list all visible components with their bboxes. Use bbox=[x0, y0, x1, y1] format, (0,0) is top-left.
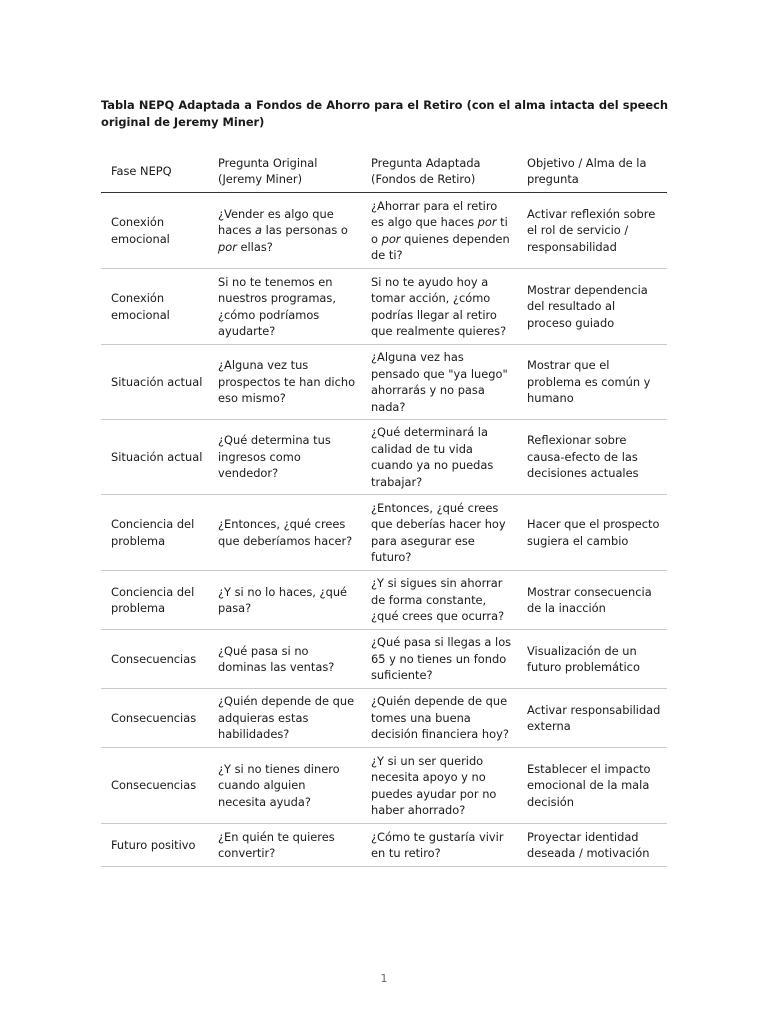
fase-cell: Situación actual bbox=[101, 345, 209, 420]
pregunta-adaptada-cell: Si no te ayudo hoy a tomar acción, ¿cómo podrías llegar al retiro que realmente quieres? bbox=[362, 269, 518, 345]
fase-cell: Consecuencias bbox=[101, 630, 209, 689]
table-row bbox=[101, 495, 667, 571]
objetivo-cell: Visualización de un futuro problemático bbox=[518, 630, 667, 689]
pregunta-original-cell: ¿Quién depende de que adquieras estas habilidades? bbox=[209, 689, 362, 748]
fase-cell: Conciencia del problema bbox=[101, 571, 209, 630]
table-header-row bbox=[101, 148, 667, 193]
objetivo-cell: Reflexionar sobre causa-efecto de las decisiones actuales bbox=[518, 420, 667, 495]
fase-cell: Conexión emocional bbox=[101, 193, 209, 269]
pregunta-adaptada-cell: ¿Alguna vez has pensado que "ya luego" ahorrarás y no pasa nada? bbox=[362, 345, 518, 420]
pregunta-adaptada-cell: ¿Y si sigues sin ahorrar de forma constante, ¿qué crees que ocurra? bbox=[362, 571, 518, 630]
fase-cell: Consecuencias bbox=[101, 689, 209, 748]
pregunta-adaptada-cell: ¿Qué pasa si llegas a los 65 y no tienes un fondo suficiente? bbox=[362, 630, 518, 689]
objetivo-cell: Proyectar identidad deseada / motivación bbox=[518, 824, 667, 867]
table-row bbox=[101, 269, 667, 345]
fase-cell: Conciencia del problema bbox=[101, 495, 209, 571]
pregunta-adaptada-cell: ¿Entonces, ¿qué crees que deberías hacer hoy para asegurar ese futuro? bbox=[362, 495, 518, 571]
page-number: 1 bbox=[380, 972, 388, 985]
pregunta-adaptada-cell: ¿Quién depende de que tomes una buena decisión financiera hoy? bbox=[362, 689, 518, 748]
fase-cell: Situación actual bbox=[101, 420, 209, 495]
table-row bbox=[101, 193, 667, 269]
table-row bbox=[101, 824, 667, 867]
pregunta-original-cell: Si no te tenemos en nuestros programas, ¿cómo podríamos ayudarte? bbox=[209, 269, 362, 345]
header-fase: Fase NEPQ bbox=[101, 148, 209, 193]
fase-cell: Consecuencias bbox=[101, 748, 209, 824]
table-body bbox=[101, 193, 667, 867]
table-row bbox=[101, 345, 667, 420]
pregunta-original-cell: ¿Y si no tienes dinero cuando alguien necesita ayuda? bbox=[209, 748, 362, 824]
objetivo-cell: Mostrar dependencia del resultado al proceso guiado bbox=[518, 269, 667, 345]
document-title: Tabla NEPQ Adaptada a Fondos de Ahorro para el Retiro (con el alma intacta del speech original de Jeremy Miner) bbox=[101, 98, 668, 129]
pregunta-original-cell: ¿Qué determina tus ingresos como vendedor? bbox=[209, 420, 362, 495]
fase-cell: Conexión emocional bbox=[101, 269, 209, 345]
pregunta-adaptada-cell: ¿Cómo te gustaría vivir en tu retiro? bbox=[362, 824, 518, 867]
pregunta-original-cell: ¿En quién te quieres convertir? bbox=[209, 824, 362, 867]
pregunta-adaptada-cell: ¿Qué determinará la calidad de tu vida cuando ya no puedas trabajar? bbox=[362, 420, 518, 495]
table-row bbox=[101, 630, 667, 689]
table-row bbox=[101, 689, 667, 748]
objetivo-cell: Mostrar que el problema es común y humano bbox=[518, 345, 667, 420]
objetivo-cell: Hacer que el prospecto sugiera el cambio bbox=[518, 495, 667, 571]
objetivo-cell: Activar reflexión sobre el rol de servicio / responsabilidad bbox=[518, 193, 667, 269]
pregunta-adaptada-cell: ¿Y si un ser querido necesita apoyo y no puedes ayudar por no haber ahorrado? bbox=[362, 748, 518, 824]
fase-cell: Futuro positivo bbox=[101, 824, 209, 867]
table-row bbox=[101, 748, 667, 824]
objetivo-cell: Mostrar consecuencia de la inacción bbox=[518, 571, 667, 630]
table-row bbox=[101, 420, 667, 495]
pregunta-original-cell: ¿Y si no lo haces, ¿qué pasa? bbox=[209, 571, 362, 630]
pregunta-original-cell: ¿Qué pasa si no dominas las ventas? bbox=[209, 630, 362, 689]
header-objetivo: Objetivo / Alma de la pregunta bbox=[518, 148, 667, 193]
pregunta-original-cell: ¿Vender es algo que haces a las personas o por ellas? bbox=[209, 193, 362, 269]
objetivo-cell: Activar responsabilidad externa bbox=[518, 689, 667, 748]
pregunta-original-cell: ¿Entonces, ¿qué crees que deberíamos hacer? bbox=[209, 495, 362, 571]
header-pregunta-original: Pregunta Original (Jeremy Miner) bbox=[209, 148, 362, 193]
pregunta-original-cell: ¿Alguna vez tus prospectos te han dicho eso mismo? bbox=[209, 345, 362, 420]
nepq-table bbox=[101, 148, 667, 867]
pregunta-adaptada-cell: ¿Ahorrar para el retiro es algo que haces por ti o por quienes dependen de ti? bbox=[362, 193, 518, 269]
table-row bbox=[101, 571, 667, 630]
objetivo-cell: Establecer el impacto emocional de la mala decisión bbox=[518, 748, 667, 824]
header-pregunta-adaptada: Pregunta Adaptada (Fondos de Retiro) bbox=[362, 148, 518, 193]
